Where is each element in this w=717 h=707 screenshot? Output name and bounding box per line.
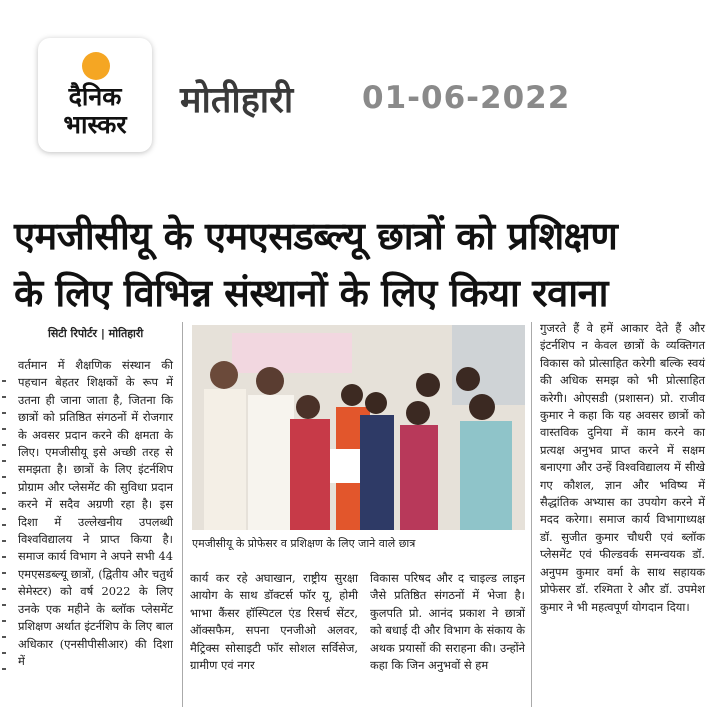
article-column-3: विकास परिषद और द चाइल्ड लाइन जैसे प्रतिष्ठित संगठनों में भेजा है। कुलपति प्रो. आनंद प्रकाश ने छात्रों को बधाई दी और विभाग के संकाय के अथक प्रयासों की सराहना की। उन्होंने कहा कि जिन अनुभवों से हम [370, 571, 525, 673]
article-column-2: कार्य कर रहे अघाखान, राष्ट्रीय सुरक्षा आयोग के साथ डॉक्टर्स फॉर यू, होमी भाभा कैंसर हॉस्पिटल एंड रिसर्च सेंटर, ऑक्सफैम, सपना एनजीओ अलवर, मैट्रिक्स सोसाइटी फॉर सोशल सर्विसेज, ग्रामीण एवं नगर [190, 571, 358, 673]
group-photo-illustration [192, 325, 525, 530]
headline-line2: के लिए विभिन्न संस्थानों के लिए किया रवाना [14, 271, 609, 315]
article-column-4: गुजरते हैं वे हमें आकार देते हैं और इंटर्नशिप न केवल छात्रों के व्यक्तिगत विकास को प्रोत्साहित करेगी बल्कि स्वयं की अधिक समझ को भी प्रोत्साहित करेगी। ओएसडी (प्रशासन) प्रो. राजीव कुमार ने कहा कि यह अवसर छात्रों को वास्तविक दुनिया में काम करने का प्रत्यक्ष अनुभव प्राप्त करने में सक्षम बनाएगा और उन्हें विश्वविद्यालय में सीखे गए कौशल, ज्ञान और भविष्य में सैद्धांतिक अभ्यास का उपयोग करने में मदद करेगा। समाज कार्य विभागाध्यक्ष डॉ. सुजीत कुमार चौधरी एवं ब्लॉक प्लेसमेंट एवं फील्डवर्क समन्वयक डॉ. अनुपम कुमार वर्मा के साथ सहायक प्रोफेसर डॉ. रश्मिता रे और डॉ. उपमेश कुमार ने भी महत्वपूर्ण योगदान दिया। [540, 321, 705, 614]
article-photo [192, 325, 525, 530]
logo-text-line1: दैनिक [68, 82, 122, 111]
article-column-1: वर्तमान में शैक्षणिक संस्थान की पहचान बेहतर शिक्षकों के रूप में उतना ही जाना जाता है, जितना कि छात्रों को प्रतिष्ठित संगठनों में रोजगार के अवसर प्रदान करने की क्षमता के लिए। एमजीसीयू इसे अच्छी तरह से समझता है। छात्रों के लिए इंटर्नशिप प्रोग्राम और प्लेसमेंट की सुविधा प्रदान करने में सदैव अग्रणी रहा है। इस दिशा में उल्लेखनीय उपलब्धी विश्वविद्यालय ने प्राप्त किया है। समाज कार्य विभाग ने अपने सभी 44 एमएसडब्ल्यू छात्रों, (द्वितीय और चतुर्थ सेमेस्टर) को वर्ष 2022 के लिए उनके एक महीने के ब्लॉक प्लेसमेंट प्रशिक्षण अर्थात इंटर्नशिप के लिए बाल अधिकार (एनसीपीसीआर) की दिशा में [18, 358, 173, 668]
edition-city: मोतीहारी [180, 80, 294, 121]
photo-caption: एमजीसीयू के प्रोफेसर व प्रशिक्षण के लिए जाने वाले छात्र [192, 537, 416, 550]
edition-date: 01-06-2022 [362, 80, 571, 116]
article-byline: सिटी रिपोर्टर | मोतिहारी [48, 327, 144, 340]
dainik-bhaskar-logo [38, 38, 152, 152]
sun-icon [82, 52, 110, 80]
page-edge-marks [2, 380, 8, 700]
column-divider-right [531, 322, 532, 707]
headline-line1: एमजीसीयू के एमएसडब्ल्यू छात्रों को प्रशिक्षण [14, 214, 618, 258]
page-header [0, 0, 717, 175]
column-divider [182, 322, 183, 707]
logo-text-line2: भास्कर [63, 110, 127, 139]
